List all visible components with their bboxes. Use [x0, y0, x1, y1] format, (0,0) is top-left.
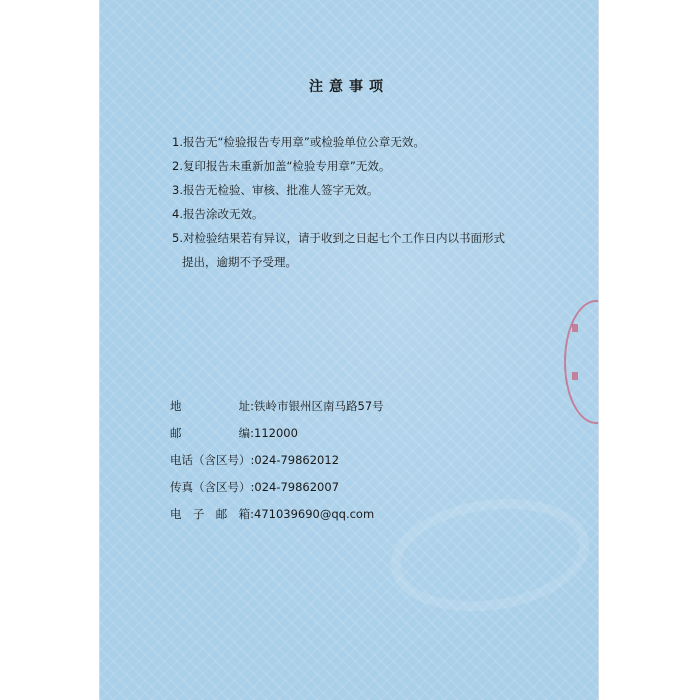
postcode-label: 邮 编: [170, 426, 254, 440]
document-page [100, 0, 598, 700]
notice-item-5: 5.对检验结果若有异议，请于收到之日起七个工作日内以书面形式 [172, 231, 505, 245]
address-label: 地 址: [170, 399, 254, 413]
notice-list [172, 130, 505, 274]
notice-item-1: 1.报告无“检验报告专用章”或检验单位公章无效。 [172, 135, 425, 149]
email-row [170, 504, 384, 531]
watermark-pattern [383, 487, 596, 624]
address-value: 铁岭市银州区南马路57号 [254, 399, 384, 413]
postcode-row [170, 423, 384, 450]
phone-label: 电话（含区号）: [170, 453, 255, 467]
notice-item-3: 3.报告无检验、审核、批准人签字无效。 [172, 183, 379, 197]
fax-row [170, 477, 384, 504]
phone-value: 024-79862012 [254, 453, 340, 467]
notice-item-5-continued: 提出，逾期不予受理。 [182, 255, 297, 269]
fax-label: 传真（含区号）: [170, 480, 255, 494]
notice-item-2: 2.复印报告未重新加盖“检验专用章”无效。 [172, 159, 391, 173]
postcode-value: 112000 [254, 426, 298, 440]
contact-info [170, 396, 384, 531]
red-seal-stamp-edge [564, 300, 598, 424]
address-row [170, 396, 384, 423]
page-title: 注意事项 [309, 79, 389, 95]
email-label: 电 子 邮 箱: [170, 507, 254, 521]
notice-item-4: 4.报告涂改无效。 [172, 207, 264, 221]
fax-value: 024-79862007 [254, 480, 340, 494]
email-value: 471039690@qq.com [254, 507, 375, 521]
phone-row [170, 450, 384, 477]
